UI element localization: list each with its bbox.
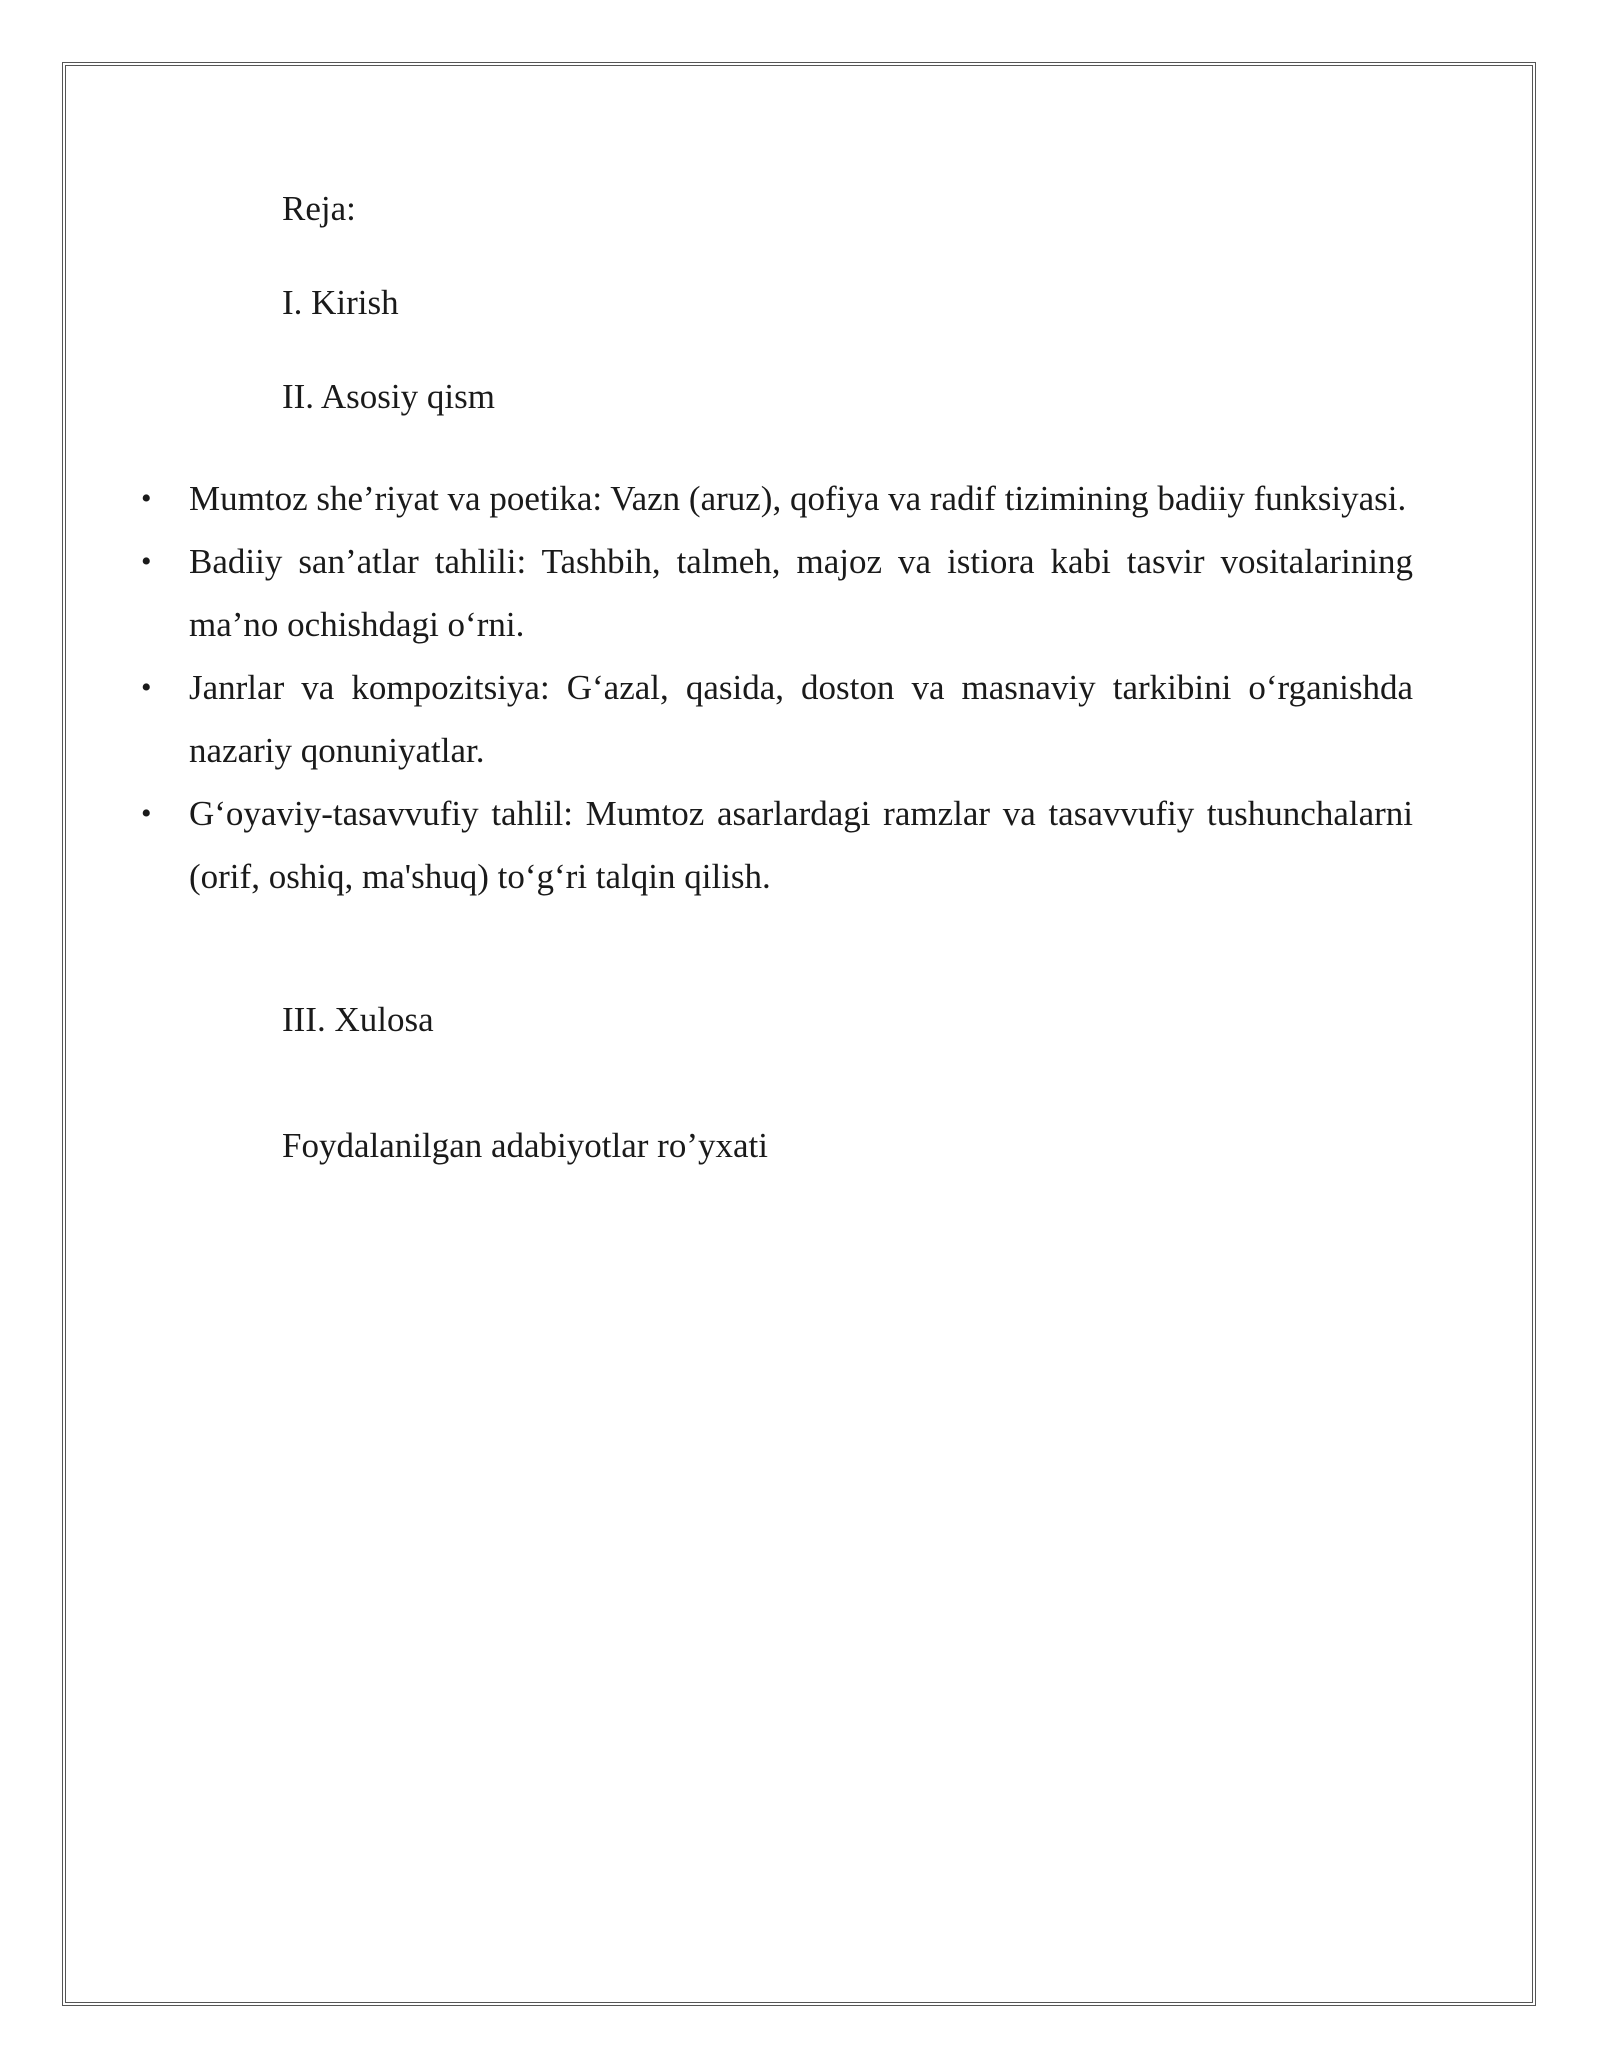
section-main: II. Asosiy qism bbox=[282, 377, 495, 416]
list-item-text: Badiiy san’atlar tahlili: Tashbih, talmeh, majoz va istiora kabi tasvir vositalarining ma’no ochishdagi o‘rni. bbox=[189, 542, 1413, 644]
list-item bbox=[135, 530, 1413, 656]
list-item-text: G‘oyaviy-tasavvufiy tahlil: Mumtoz asarlardagi ramzlar va tasavvufiy tushunchalarni (orif, oshiq, ma'shuq) to‘g‘ri talqin qilish. bbox=[189, 794, 1413, 896]
section-intro: I. Kirish bbox=[282, 283, 399, 322]
bullet-icon: • bbox=[141, 671, 152, 704]
plan-title: Reja: bbox=[282, 189, 356, 228]
list-item bbox=[135, 782, 1413, 908]
list-item-text: Mumtoz she’riyat va poetika: Vazn (aruz), qofiya va radif tizimining badiiy funksiyasi. bbox=[189, 479, 1407, 518]
section-references: Foydalanilgan adabiyotlar ro’yxati bbox=[282, 1126, 768, 1165]
list-item bbox=[135, 656, 1413, 782]
bullet-icon: • bbox=[141, 482, 152, 515]
bullet-icon: • bbox=[141, 797, 152, 830]
list-item-text: Janrlar va kompozitsiya: G‘azal, qasida, doston va masnaviy tarkibini o‘rganishda nazariy qonuniyatlar. bbox=[189, 668, 1413, 770]
bullet-icon: • bbox=[141, 545, 152, 578]
section-conclusion: III. Xulosa bbox=[282, 1000, 434, 1039]
main-topics-list bbox=[135, 467, 1413, 908]
list-item bbox=[135, 467, 1413, 530]
